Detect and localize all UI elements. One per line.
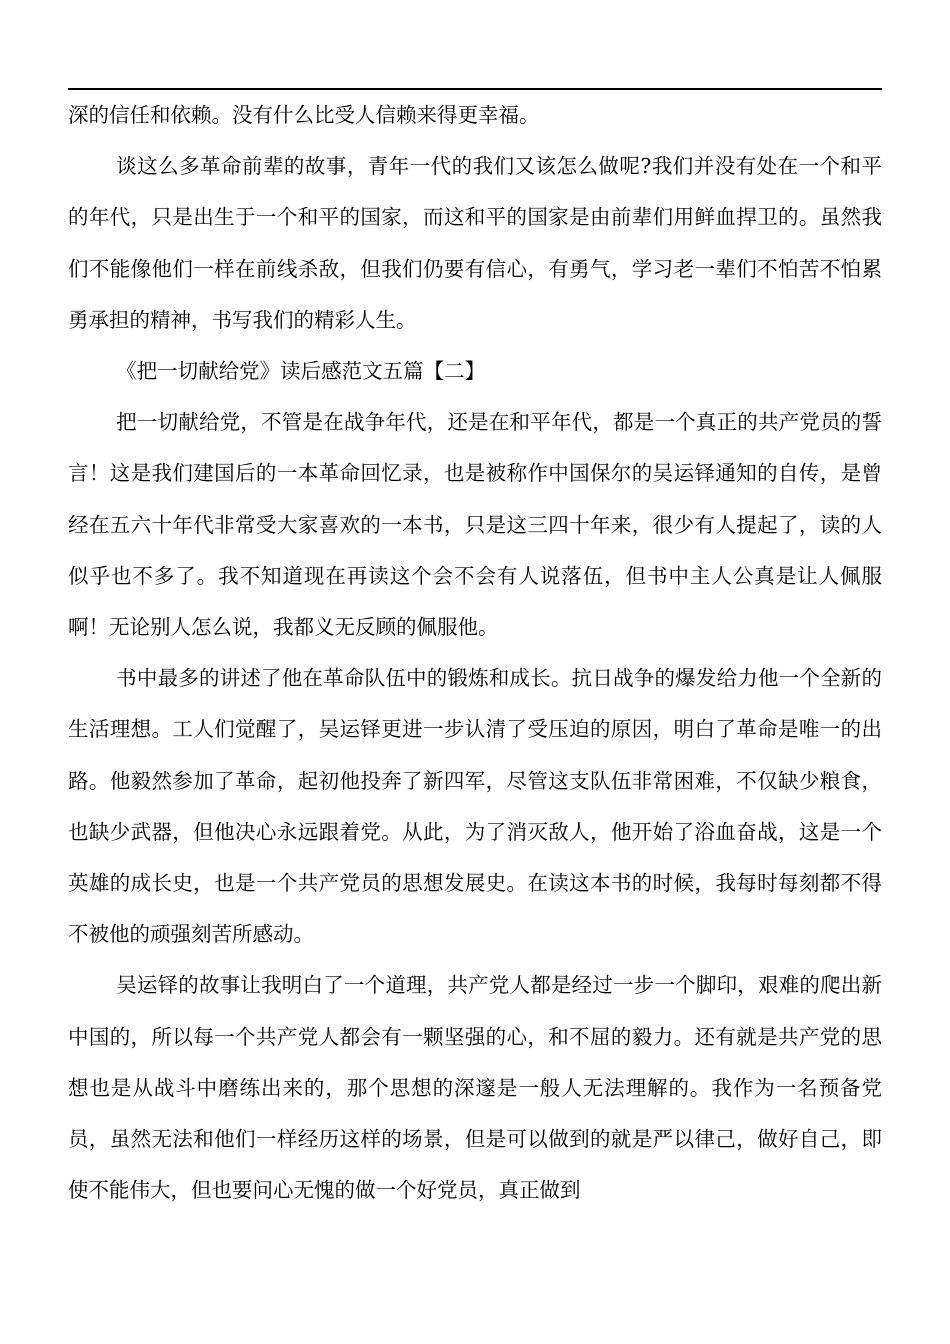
section-heading: 《把一切献给党》读后感范文五篇【二】 — [116, 359, 486, 384]
paragraph-body: 谈这么多革命前辈的故事，青年一代的我们又该怎么做呢?我们并没有处在一个和平的年代，只是出生于一个和平的国家，而这和平的国家是由前辈们用鲜血捍卫的。虽然我们不能像他们一样在前线杀敌，但我们仍要有信心，有勇气，学习老一辈们不怕苦不怕累勇承担的精神，书写我们的精彩人生。 — [68, 154, 882, 332]
paragraph-body: 吴运铎的故事让我明白了一个道理，共产党人都是经过一步一个脚印，艰难的爬出新中国的，所以每一个共产党人都会有一颗坚强的心，和不屈的毅力。还有就是共产党的思想也是从战斗中磨练出来的，那个思想的深邃是一般人无法理解的。我作为一名预备党员，虽然无法和他们一样经历这样的场景，但是可以做到的就是严以律己，做好自己，即使不能伟大，但也要问心无愧的做一个好党员，真正做到 — [68, 973, 882, 1203]
paragraph-body: 书中最多的讲述了他在革命队伍中的锻炼和成长。抗日战争的爆发给力他一个全新的生活理想。工人们觉醒了，吴运铎更进一步认清了受压迫的原因，明白了革命是唯一的出路。他毅然参加了革命，起初他投奔了新四军，尽管这支队伍非常困难，不仅缺少粮食，也缺少武器，但他决心永远跟着党。从此，为了消灭敌人，他开始了浴血奋战，这是一个英雄的成长史，也是一个共产党员的思想发展史。在读这本书的时候，我每时每刻都不得不被他的顽强刻苦所感动。 — [68, 666, 882, 947]
paragraph-body: 把一切献给党，不管是在战争年代，还是在和平年代，都是一个真正的共产党员的誓言！这是我们建国后的一本革命回忆录，也是被称作中国保尔的吴运铎通知的自传，是曾经在五六十年代非常受大家喜欢的一本书，只是这三四十年来，很少有人提起了，读的人似乎也不多了。我不知道现在再读这个会不会有人说落伍，但书中主人公真是让人佩服啊！无论别人怎么说，我都义无反顾的佩服他。 — [68, 410, 882, 640]
paragraph-continuation: 深的信任和依赖。没有什么比受人信赖来得更幸福。 — [68, 103, 540, 127]
document-body — [68, 90, 882, 1216]
